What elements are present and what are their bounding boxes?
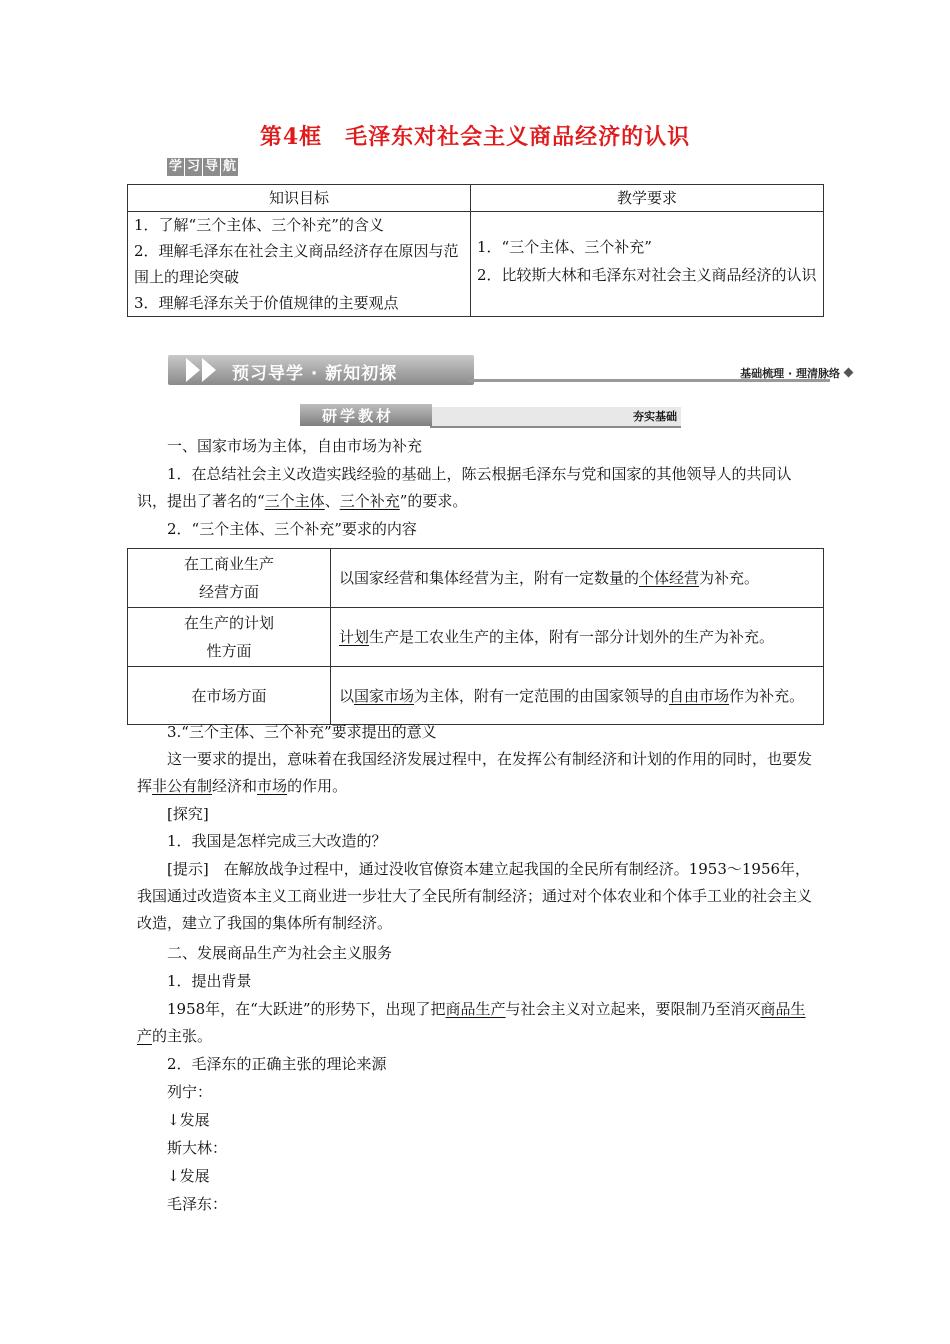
nav-tag	[167, 158, 238, 176]
underlined-term: 商品生产	[137, 1000, 806, 1045]
chain-item: ↓发展	[167, 1167, 210, 1185]
underlined-term: 三个补充	[339, 492, 400, 510]
chain-item: ↓发展	[167, 1111, 210, 1129]
nav-tag-char: 学	[167, 158, 185, 176]
chain-item: 列宁：	[167, 1083, 213, 1101]
paragraph: 1．提出背景	[167, 972, 252, 990]
goals-header-left: 知识目标	[128, 185, 471, 212]
section-heading: 二、发展商品生产为社会主义服务	[167, 944, 393, 962]
paragraph: 1958年，在“大跃进”的形势下，出现了把商品生产与社会主义对立起来，要限制乃至消灭商品生产的主张。	[137, 1000, 806, 1045]
underlined-term: 市场	[257, 777, 288, 795]
section-banner	[168, 355, 840, 389]
req-label: 在工商业生产经营方面	[128, 549, 331, 608]
req-content: 以国家市场为主体，附有一定范围的由国家领导的自由市场作为补充。	[331, 667, 824, 725]
nav-tag-char: 习	[185, 158, 203, 176]
chevron-right-icon	[202, 358, 216, 382]
explore-label: [探究]	[167, 805, 209, 823]
section-heading: 一、国家市场为主体，自由市场为补充	[167, 437, 423, 455]
diamond-icon	[844, 368, 854, 378]
nav-tag-char: 导	[203, 158, 221, 176]
goals-table	[127, 184, 824, 317]
question: 1．我国是怎样完成三大改造的？	[167, 832, 387, 850]
sub-banner	[300, 404, 681, 426]
req-label: 在生产的计划性方面	[128, 608, 331, 667]
req-content: 以国家经营和集体经营为主，附有一定数量的个体经营为补充。	[331, 549, 824, 608]
req-label: 在市场方面	[128, 667, 331, 725]
goal-item: 2．理解毛泽东在社会主义商品经济存在原因与范围上的理论突破	[134, 242, 459, 286]
underlined-term: 非公有制	[152, 777, 213, 795]
goal-item: 3．理解毛泽东关于价值规律的主要观点	[134, 294, 399, 312]
page-title: 第4框 毛泽东对社会主义商品经济的认识	[259, 124, 691, 150]
paragraph: 2．“三个主体、三个补充”要求的内容	[167, 520, 417, 538]
chevron-right-icon	[186, 358, 200, 382]
sub-banner-title: 研学教材	[322, 407, 395, 425]
paragraph: 1．在总结社会主义改造实践经验的基础上，陈云根据毛泽东与党和国家的其他领导人的共同认识，提出了著名的“三个主体、三个补充”的要求。	[137, 465, 792, 510]
goals-header-right: 教学要求	[471, 185, 824, 212]
requirements-table	[127, 548, 824, 725]
underlined-term: 三个主体	[264, 492, 325, 510]
underlined-term: 商品生产	[445, 1000, 506, 1018]
hint-paragraph: [提示] 在解放战争过程中，通过没收官僚资本建立起我国的全民所有制经济。1953～1956年，我国通过改造资本主义工商业进一步壮大了全民所有制经济；通过对个体农业和个体手工业的社会主义改造，建立了我国的集体所有制经济。	[137, 860, 813, 932]
req-content: 计划生产是工农业生产的主体，附有一部分计划外的生产为补充。	[331, 608, 824, 667]
paragraph: 2．毛泽东的正确主张的理论来源	[167, 1055, 387, 1073]
chain-item: 斯大林：	[167, 1139, 228, 1157]
goals-left-cell	[128, 212, 471, 317]
requirement-item: 2．比较斯大林和毛泽东对社会主义商品经济的认识	[477, 266, 817, 284]
nav-tag-char: 航	[223, 159, 237, 174]
banner-subtitle: 基础梳理 · 理清脉络	[740, 367, 840, 380]
sub-banner-subtitle: 夯实基础	[633, 410, 677, 423]
goal-item: 1．了解“三个主体、三个补充”的含义	[134, 216, 384, 234]
banner-title: 预习导学 · 新知初探	[232, 364, 398, 384]
goals-right-cell	[471, 212, 824, 317]
paragraph: 3.“三个主体、三个补充”要求提出的意义	[167, 723, 437, 741]
chain-item: 毛泽东：	[167, 1195, 228, 1213]
paragraph: 这一要求的提出，意味着在我国经济发展过程中，在发挥公有制经济和计划的作用的同时，也要发挥非公有制经济和市场的作用。	[137, 750, 813, 795]
requirement-item: 1．“三个主体、三个补充”	[477, 238, 652, 256]
